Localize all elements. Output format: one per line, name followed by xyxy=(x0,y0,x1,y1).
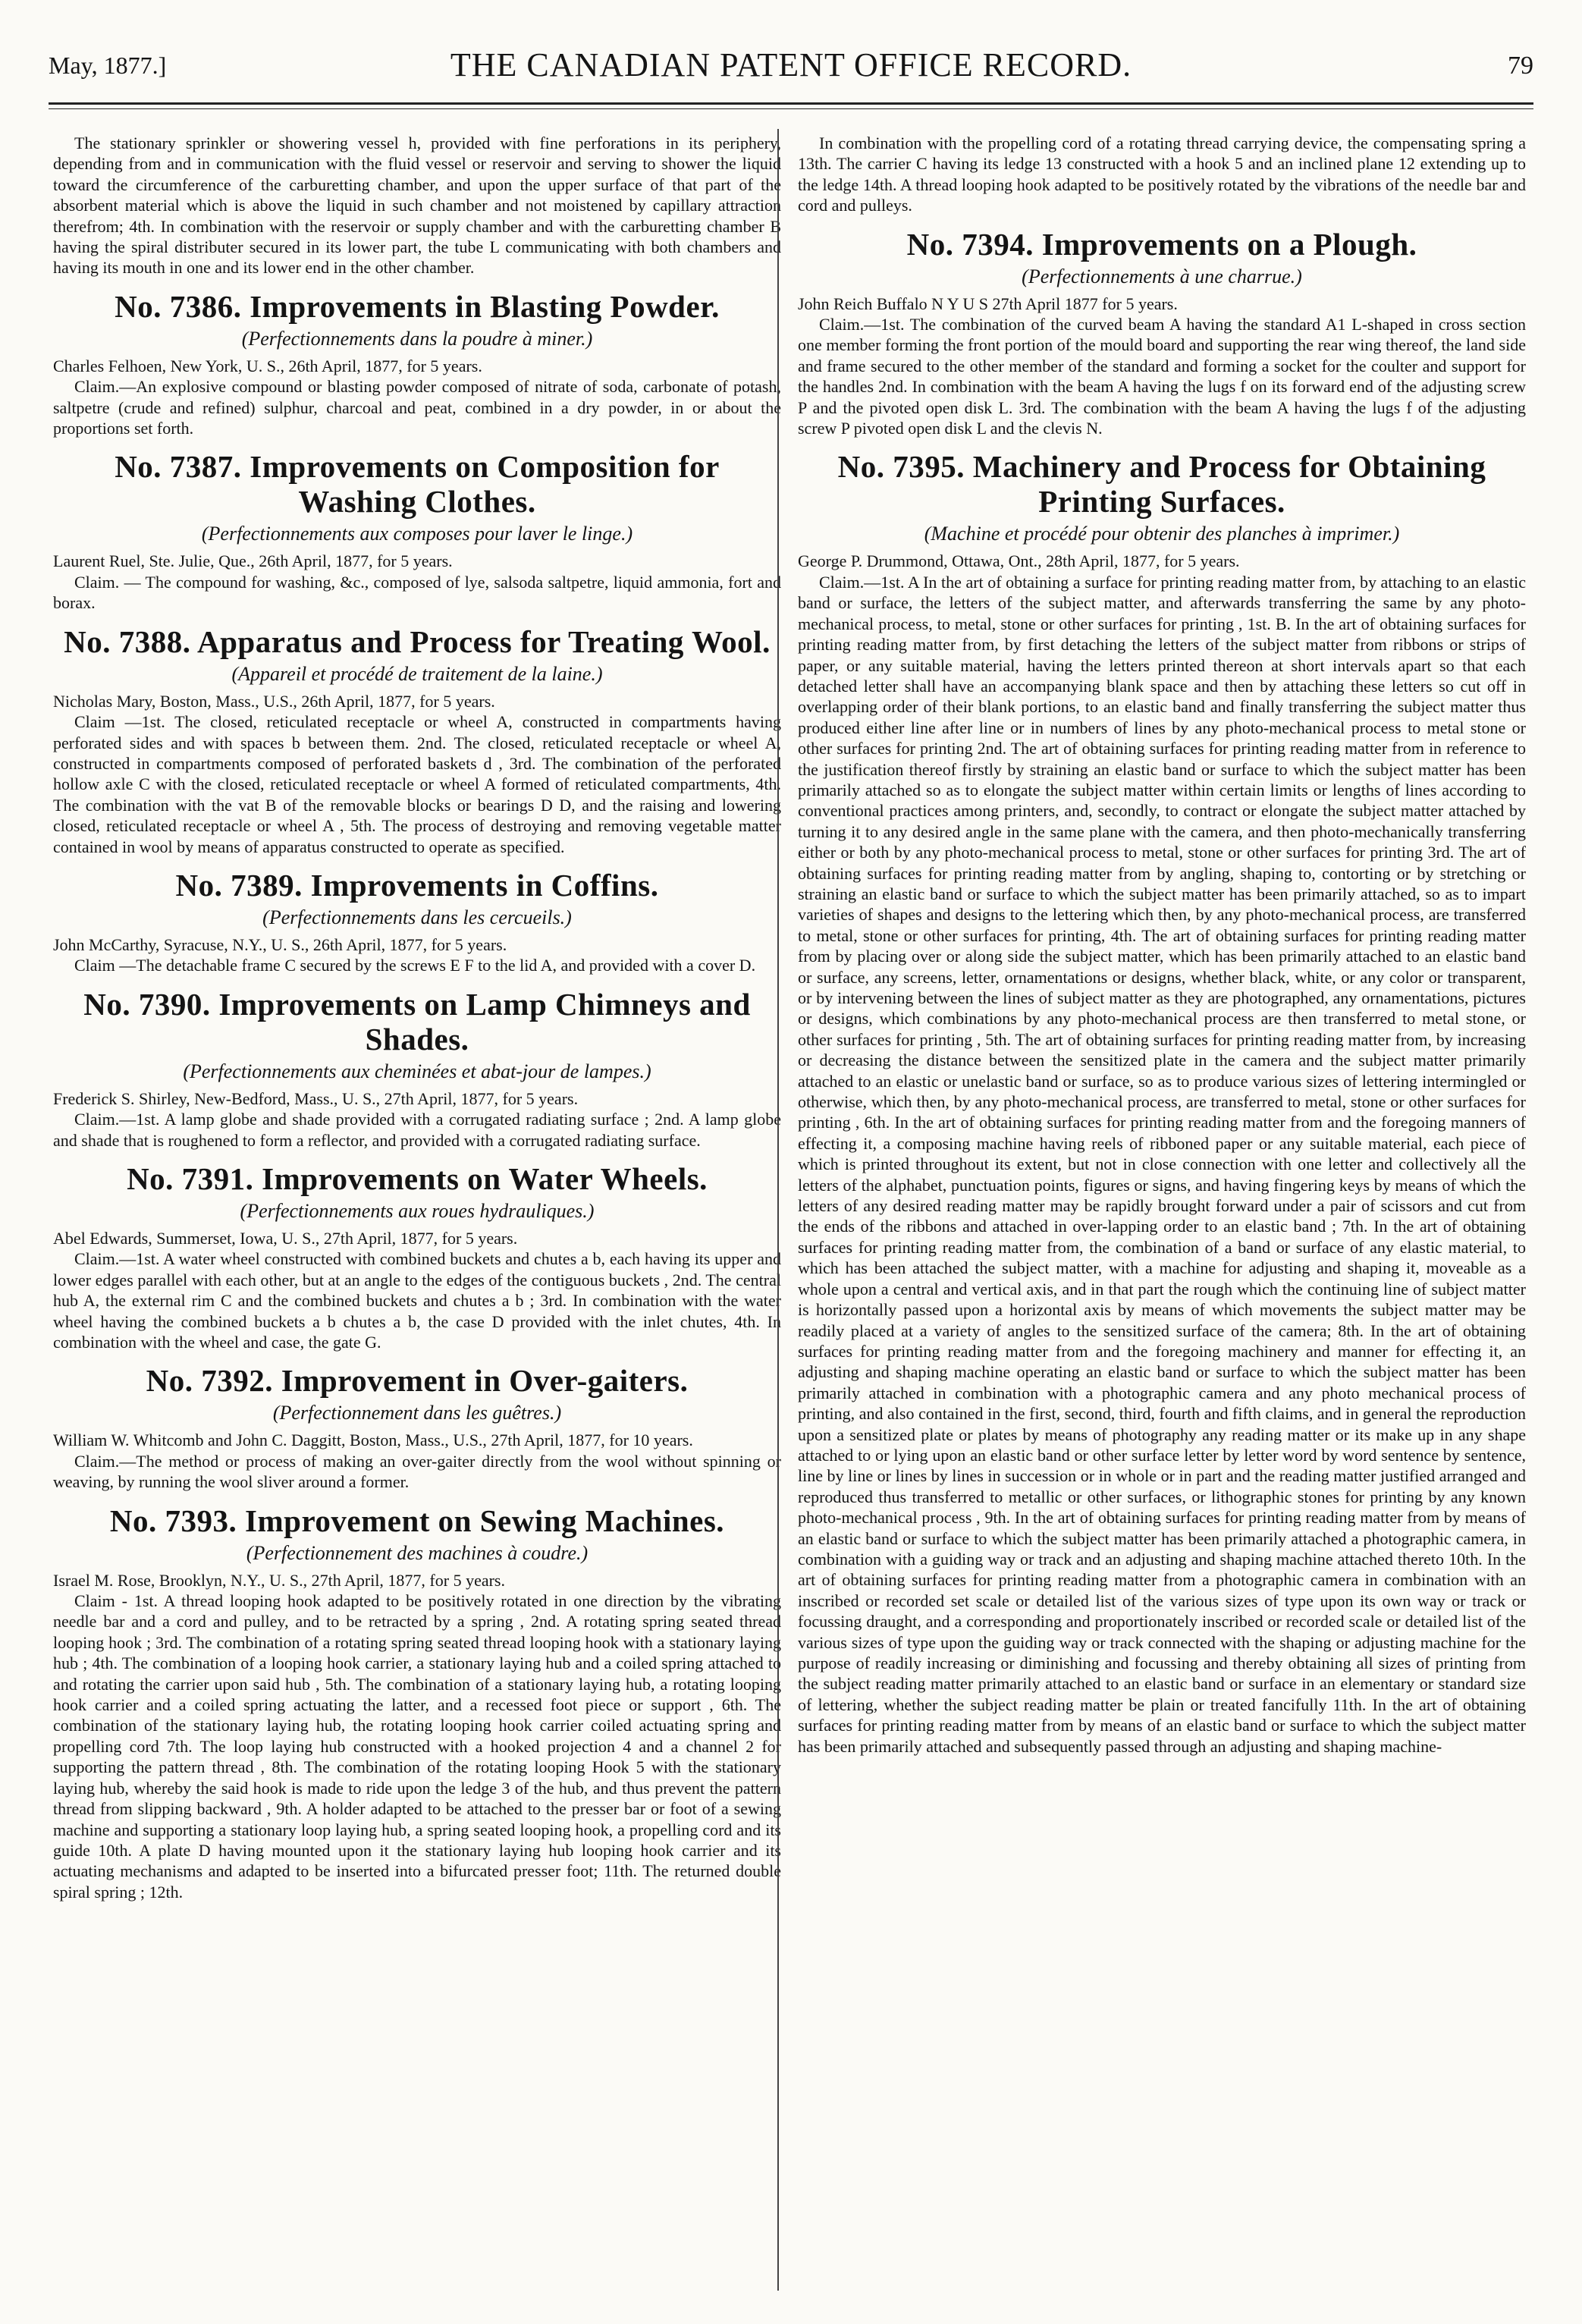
inventor-line: Nicholas Mary, Boston, Mass., U.S., 26th April, 1877, for 5 years. xyxy=(53,691,495,711)
patent-entry xyxy=(53,1503,781,1903)
french-title: (Perfectionnements dans les cercueils.) xyxy=(262,906,572,928)
patent-claim: Claim.—The method or process of making an over-gaiter directly from the wool without spinning or weaving, by running the wool sliver around a former. xyxy=(53,1451,781,1492)
patent-claim: Claim.—1st. A In the art of obtaining a surface for printing reading matter from, by attaching to an elastic band or surface, the letters of the subject matter, and afterwards transferring the same by any photo-mechanical process, to metal, stone or other surfaces for printing , 1st. B. In the art of obtaining surfaces for printing reading matter from, by first detaching the letters of the subject matter from ribbons or strips of paper, or any suitable material, having the letters printed thereon at short intervals apart so that each detached letter shall have an accompanying blank space and then by attaching these letters so cut off in overlapping order of their blank portions, to an elastic band and finally transferring the subject matter thus produced either line after line or in numbers of lines by any photo-mechanical process to metal stone or other surfaces for printing 2nd. The art of obtaining surfaces for printing reading matter from in reference to the justification thereof firstly by straining an elastic band or surface to which the subject matter has been primarily attached so as to elongate the subject matter within certain limits or lengths of lines according to conventional practices among printers, and, secondly, to contract or elongate the subject matter attached by turning it to any desired angle in the same plane with the camera, and then photo-mechanically transferring either or both by any photo-mechanical process to metal, stone or other surfaces for printing 3rd. The art of obtaining surfaces for printing reading matter from by angling, shaping to, contorting or by stretching or straining an elastic band or surface to which the subject matter has been primarily attached, so as to impart varieties of shapes and designs to the lettering which then, by any photo-mechanical process, are transferred to metal, stone or other surfaces for printing, 4th. The art of obtaining surfaces for printing reading matter from by placing over or along side the subject matter, which has been primarily attached to an elastic band or surface, any screens, letter, ornamentations or designs, whether black, white, or any color or transparent, or by intervening between the lines of subject matter as they are photographed, any ornamentations, pictures or designs, which combinations by any photo-mechanical process are then transferred to metal stone, or other surfaces for printing , 5th. The art of obtaining surfaces for printing reading matter from, by increasing or decreasing the distance between the sensitized plate in the camera and the subject matter primarily attached to an elastic or unelastic band or surface, so as to produce various sizes of lettering intermingled or otherwise, which then, by any photo-mechanical process, are transferred to metal, stone or other surfaces for printing , 6th. In the art of obtaining surfaces for printing reading matter from and the foregoing manners of effecting it, a composing machine having reels of ribboned paper or any suitable material, each piece of which is printed throughout its extent, but not in close connection with one letter and collectively all the letters of the alphabet, punctuation points, figures or signs, and having fingering keys by means of which the letters of any desired reading matter may be rapidly brought forward under a pair of scissors and cut from the ends of the ribbons and attached in over-lapping order to an elastic band ; 7th. In the art of obtaining surfaces for printing reading matter from, the combination of a band or surface of any elastic material, to which has been attached the subject matter, with a machine for adjusting and shaping it, moveable as a whole upon a central and vertical axis, and in that part the rough which the continuing line of subject matter is horizontally passed upon a horizontal axis by means of which movements the subject matter may be readily placed at a variety of angles to the sensitized surface of the camera; 8th. In the art of obtaining surfaces for printing reading matter from and the foregoing machinery and manner for effecting it, an adjusting and shaping machine operating an elastic band or surface to which the subject matter has been primarily attached in combination with a photographic camera and any photo mechanical process of printing, and also contained in the first, second, third, fourth and fifth claims, and in general the reproduction upon a sensitized plate or plates by means of photography any reading matter or its make up in any shape attached to or lying upon an elastic band or other surface letter by letter word by word sentence by sentence, line by line or lines by lines in succession or in whole or in part and the reading matter justified arranged and reproduced thus transferred to metallic or other surfaces, or lithographic stones for printing by any known photo-mechanical process , 9th. In the art of obtaining surfaces for printing reading matter from by means of an elastic band or surface to which the subject matter has been primarily attached a photographic camera, in combination with a guiding way or track and an adjusting and shaping machine attached thereto 10th. In the art of obtaining surfaces for printing reading matter from a photographic camera in combination with an inscribed or recorded set scale or detailed list of the various sizes of type upon its own way or track or focussing draught, and a corresponding and proportionately inscribed or recorded scale or detailed list of the various sizes of type upon the guiding way or track connected with the shaping or adjusting machine for the purpose of readily increasing or diminishing and focussing and thereby obtaining all sizes of printing from the subject reading matter primarily attached to an elastic band or surface in an elementary or standard size of lettering, whether the subject reading matter be plain or treated fancifully 11th. In the art of obtaining surfaces for printing reading matter from by means of an elastic band or surface to which the subject matter has been primarily attached and subsequently passed through an adjusting and shaping machine- xyxy=(798,572,1526,1756)
header-rule-thin xyxy=(49,108,1533,109)
patent-heading: No. 7387. Improvements on Composition for Washing Clothes. xyxy=(115,449,720,520)
right-column xyxy=(798,133,1526,2291)
french-title: (Perfectionnements aux cheminées et abat-jour de lampes.) xyxy=(183,1060,651,1082)
french-title: (Perfectionnements dans la poudre à miner.) xyxy=(241,327,593,350)
inventor-line: John Reich Buffalo N Y U S 27th April 1877 for 5 years. xyxy=(798,294,1178,313)
header-date: May, 1877.] xyxy=(49,52,167,79)
inventor-line: Abel Edwards, Summerset, Iowa, U. S., 27th April, 1877, for 5 years. xyxy=(53,1228,518,1248)
patent-heading: No. 7388. Apparatus and Process for Treating Wool. xyxy=(64,623,771,659)
left-column xyxy=(53,133,781,2291)
inventor-line: Laurent Ruel, Ste. Julie, Que., 26th April, 1877, for 5 years. xyxy=(53,551,453,571)
inventor-line: John McCarthy, Syracuse, N.Y., U. S., 26th April, 1877, for 5 years. xyxy=(53,934,507,954)
patent-entry xyxy=(53,868,781,976)
patent-heading: No. 7391. Improvements on Water Wheels. xyxy=(127,1160,708,1196)
patent-entry xyxy=(53,1161,781,1352)
patent-claim: Claim.—An explosive compound or blasting powder composed of nitrate of soda, carbonate of potash, saltpetre (crude and refined) sulphur, charcoal and peat, combined in a dry powder, in or about the proportions set forth. xyxy=(53,377,781,438)
patent-entry xyxy=(53,624,781,857)
patent-heading: No. 7386. Improvements in Blasting Powder. xyxy=(115,288,720,324)
french-title: (Perfectionnements à une charrue.) xyxy=(1022,265,1302,287)
page-header xyxy=(49,38,1533,99)
patent-entry xyxy=(798,227,1526,439)
patent-entry xyxy=(53,1363,781,1492)
french-title: (Perfectionnement dans les guêtres.) xyxy=(272,1402,562,1424)
french-title: (Perfectionnements aux roues hydrauliques.) xyxy=(240,1199,595,1222)
patent-claim: Claim - 1st. A thread looping hook adapted to be positively rotated in one direction by the vibrating needle bar and a cord and pulley, and to be retracted by a spring , 2nd. A rotating spring seated thread looping hook ; 3rd. The combination of a rotating spring seated thread looping hook with a stationary laying hub ; 4th. The combination of a looping hook carrier, a stationary laying hub and a coiled spring attached to and rotating the carrier upon said hub , 5th. The combination of a stationary laying hub, a rotating looping hook carrier and a coiled spring actuating the latter, and a recessed foot piece or support , 6th. The combination of the stationary laying hub, the rotating looping hook carrier coiled actuating spring and propelling cord 7th. The loop laying hub constructed with a hooked projection 4 and a channel 2 for supporting the pattern thread , 8th. The combination of the rotating looping Hook 5 with the stationary laying hub, whereby the said hook is made to ride upon the ledge 3 of the hub, and thus prevent the pattern thread from slipping backward , 9th. A holder adapted to be attached to the presser bar or foot of a sewing machine and supporting a stationary loop laying hub, a spring seated looping hook, a propelling cord and its guide 10th. A plate D having mounted upon it the stationary laying hub looping hook carrier and its actuating mechanisms and adapted to be inserted into a bifurcated presser foot; 11th. The returned double spiral spring ; 12th. xyxy=(53,1591,781,1902)
continued-claim-text: In combination with the propelling cord of a rotating thread carrying device, the compensating spring a 13th. The carrier C having its ledge 13 constructed with a hook 5 and an inclined plane 12 extending up to the ledge 14th. A thread looping hook adapted to be positively rotated by the vibrations of the needle bar and cord and pulleys. xyxy=(798,133,1526,215)
inventor-line: Israel M. Rose, Brooklyn, N.Y., U. S., 27th April, 1877, for 5 years. xyxy=(53,1570,505,1590)
french-title: (Perfectionnement des machines à coudre.) xyxy=(246,1541,589,1564)
patent-entry xyxy=(53,449,781,613)
publication-title: THE CANADIAN PATENT OFFICE RECORD. xyxy=(450,46,1132,83)
page-number: 79 xyxy=(1508,52,1533,80)
patent-claim: Claim.—1st. The combination of the curved beam A having the standard A1 L-shaped in cross section one member forming the front portion of the mould board and supporting the rear wing thereof, the land side and frame secured to the other member of the standard and forming a socket for the coulter and support for the handles 2nd. In combination with the beam A having the lugs f on its forward end of the adjusting screw P and the pivoted open disk L. 3rd. The combination with the beam A having the lugs f of the adjusting screw P pivoted open disk L and the clevis N. xyxy=(798,315,1526,438)
inventor-line: Charles Felhoen, New York, U. S., 26th April, 1877, for 5 years. xyxy=(53,356,482,375)
patent-claim: Claim —1st. The closed, reticulated receptacle or wheel A, constructed in compartments having perforated sides and with spaces b between them. 2nd. The closed, reticulated receptacle or wheel A, constructed in compartments composed of perforated baskets d , 3rd. The combination of the perforated hollow axle C with the closed, reticulated receptacle or wheel A formed of reticulated compartments, 4th. The combination with the vat B of the removable blocks or bearings D D, and the raising and lowering closed, reticulated receptacle or wheel A , 5th. The process of destroying and removing vegetable matter contained in wool by means of apparatus constructed to operate as specified. xyxy=(53,712,781,856)
patent-heading: No. 7395. Machinery and Process for Obtaining Printing Surfaces. xyxy=(837,449,1486,520)
patent-entry xyxy=(798,449,1526,1757)
patent-heading: No. 7389. Improvements in Coffins. xyxy=(175,867,659,903)
patent-claim: Claim. — The compound for washing, &c., composed of lye, salsoda saltpetre, liquid ammonia, fort and borax. xyxy=(53,572,781,613)
patent-claim: Claim.—1st. A lamp globe and shade provided with a corrugated radiating surface ; 2nd. A lamp globe and shade that is roughened to form a reflector, and provided with a corrugated radiating surface. xyxy=(53,1110,781,1150)
patent-entry xyxy=(53,289,781,439)
patent-claim: Claim.—1st. A water wheel constructed with combined buckets and chutes a b, each having its upper and lower edges parallel with each other, but at an angle to the edges of the contiguous buckets , 2nd. The central hub A, the external rim C and the combined buckets and chutes a b ; 3rd. In combination with the water wheel having the combined buckets a b chutes a b, the case D provided with the inlet chutes, 4th. In combination with the wheel and case, the gate G. xyxy=(53,1249,781,1352)
patent-heading: No. 7392. Improvement in Over-gaiters. xyxy=(146,1363,689,1399)
patent-claim: Claim —The detachable frame C secured by the screws E F to the lid A, and provided with a cover D. xyxy=(74,956,756,975)
french-title: (Machine et procédé pour obtenir des planches à imprimer.) xyxy=(924,523,1400,545)
french-title: (Appareil et procédé de traitement de la laine.) xyxy=(231,662,603,685)
inventor-line: George P. Drummond, Ottawa, Ont., 28th April, 1877, for 5 years. xyxy=(798,551,1240,571)
french-title: (Perfectionnements aux composes pour laver le linge.) xyxy=(201,523,633,545)
continued-claim-text: The stationary sprinkler or showering vessel h, provided with fine perforations in its periphery, depending from and in communication with the fluid vessel or reservoir and serving to shower the liquid toward the circumference of the carburetting chamber, and upon the upper surface of that part of the absorbent material which is above the liquid in such chamber and not moistened by capillary attraction therefrom; 4th. In combination with the reservoir or supply chamber and with the carburetting chamber B having the spiral distributer secured in its lower part, the tube L communicating with both chambers and having its mouth in one and its lower end in the other chamber. xyxy=(53,133,781,278)
inventor-line: William W. Whitcomb and John C. Daggitt, Boston, Mass., U.S., 27th April, 1877, for 10 years. xyxy=(53,1431,693,1450)
column-divider xyxy=(777,129,779,2291)
patent-heading: No. 7390. Improvements on Lamp Chimneys and Shades. xyxy=(83,986,751,1057)
patent-heading: No. 7394. Improvements on a Plough. xyxy=(906,226,1417,262)
header-rule xyxy=(49,102,1533,105)
inventor-line: Frederick S. Shirley, New-Bedford, Mass., U. S., 27th April, 1877, for 5 years. xyxy=(53,1088,579,1108)
patent-entry xyxy=(53,987,781,1151)
patent-heading: No. 7393. Improvement on Sewing Machines. xyxy=(109,1503,725,1538)
